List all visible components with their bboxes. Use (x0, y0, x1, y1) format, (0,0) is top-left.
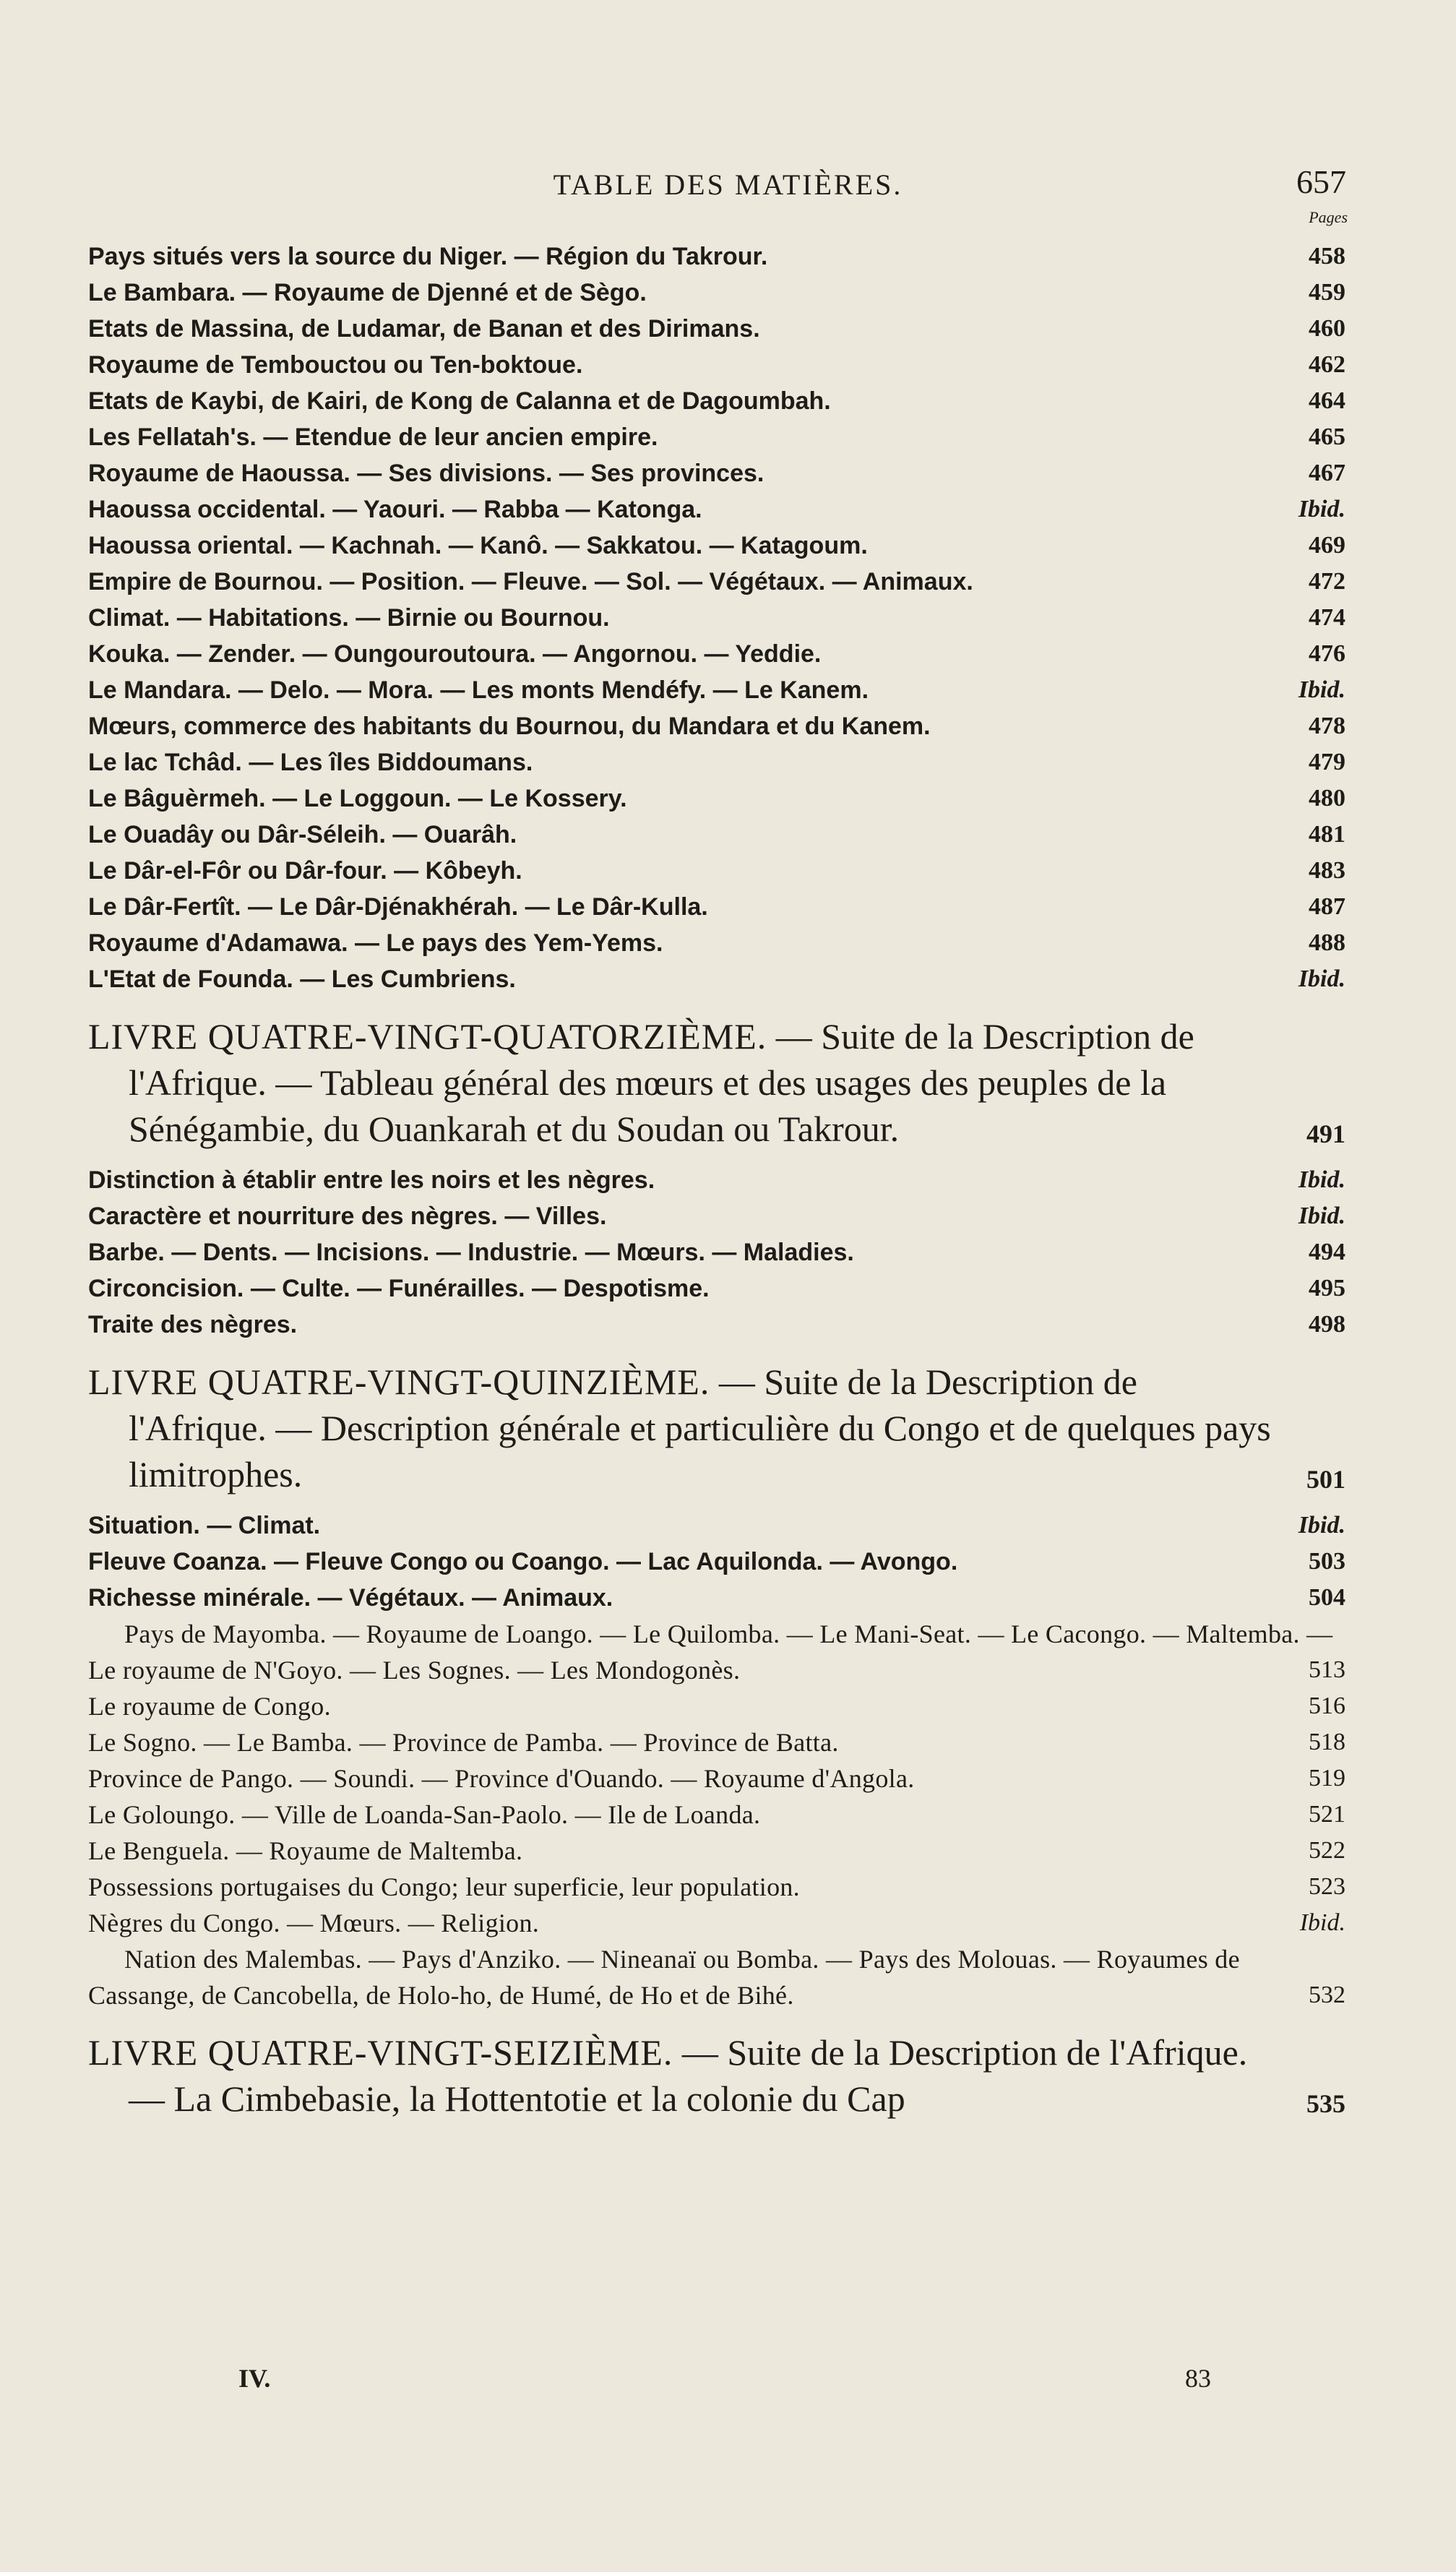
toc-entry (88, 1688, 1345, 1724)
entry-text: Distinction à établir entre les noirs et les nègres. (88, 1166, 655, 1194)
toc-entry (88, 817, 1345, 853)
toc-entry (88, 383, 1345, 419)
toc-entry (88, 1616, 1345, 1688)
entry-page: 474 (1309, 604, 1345, 631)
toc-entry (88, 275, 1345, 311)
entry-text: Nègres du Congo. — Mœurs. — Religion. (88, 1909, 540, 1937)
entries-group-94 (88, 1162, 1345, 1343)
entry-text: Fleuve Coanza. — Fleuve Congo ou Coango. — Lac Aquilonda. — Avongo. (88, 1548, 958, 1575)
entry-page: 480 (1309, 785, 1345, 812)
toc-entry (88, 853, 1345, 889)
entry-text: Le Bâguèrmeh. — Le Loggoun. — Le Kossery. (88, 785, 627, 812)
entry-text: Le Goloungo. — Ville de Loanda-San-Paolo. — Ile de Loanda. (88, 1800, 761, 1829)
page-title: TABLE DES MATIÈRES. (553, 168, 903, 201)
toc-entry (88, 1833, 1345, 1869)
toc-entry (88, 1307, 1345, 1343)
entry-text: Le Dâr-el-Fôr ou Dâr-four. — Kôbeyh. (88, 857, 522, 885)
entry-text: Haoussa occidental. — Yaouri. — Rabba — Katonga. (88, 496, 702, 523)
livre-page: 501 (1306, 1465, 1345, 1494)
livre-subtitle: — Suite de la Description de l'Afrique. — Description générale et particulière du Congo et de quelques pays limitrophes. (129, 1362, 1271, 1494)
entry-text: Le Dâr-Fertît. — Le Dâr-Djénakhérah. — Le Dâr-Kulla. (88, 893, 708, 921)
toc-entry (88, 1270, 1345, 1307)
entry-text: Royaume de Haoussa. — Ses divisions. — Ses provinces. (88, 460, 764, 487)
toc-entry (88, 925, 1345, 961)
entry-text: Le Mandara. — Delo. — Mora. — Les monts Mendéfy. — Le Kanem. (88, 676, 869, 704)
entry-page: Ibid. (1298, 676, 1345, 703)
entry-page: 479 (1309, 749, 1345, 775)
entry-text: Le Bambara. — Royaume de Djenné et de Sègo. (88, 279, 647, 306)
entry-page: 459 (1309, 279, 1345, 306)
toc-entry (88, 455, 1345, 491)
entry-page: 532 (1309, 1982, 1345, 2008)
entry-page: Ibid. (1299, 1909, 1345, 1936)
entry-page: 516 (1309, 1693, 1345, 1719)
entry-page: 519 (1309, 1765, 1345, 1792)
entry-page: 460 (1309, 315, 1345, 342)
entry-page: 458 (1309, 243, 1345, 270)
entry-page: 465 (1309, 423, 1345, 450)
entry-page: 483 (1309, 857, 1345, 884)
entry-text: Circoncision. — Culte. — Funérailles. — Despotisme. (88, 1275, 710, 1302)
toc-entry (88, 419, 1345, 455)
entry-page: 518 (1309, 1729, 1345, 1755)
entry-page: 513 (1309, 1656, 1345, 1683)
toc-entry (88, 564, 1345, 600)
entry-page: 522 (1309, 1837, 1345, 1864)
entry-page: 521 (1309, 1801, 1345, 1828)
entry-text: Royaume de Tembouctou ou Ten-boktoue. (88, 351, 583, 379)
entry-text: Pays situés vers la source du Niger. — Région du Takrour. (88, 243, 768, 270)
toc-entry (88, 528, 1345, 564)
entry-page: Ibid. (1298, 1512, 1345, 1539)
entry-page: 472 (1309, 568, 1345, 595)
entry-text: Le Benguela. — Royaume de Maltemba. (88, 1836, 523, 1865)
entry-page: 481 (1309, 821, 1345, 848)
toc-entry (88, 708, 1345, 744)
entry-page: 503 (1309, 1548, 1345, 1575)
entry-text: Traite des nègres. (88, 1311, 298, 1338)
toc-entry (88, 1760, 1345, 1797)
entries-group-93 (88, 238, 1345, 997)
toc-entry (88, 491, 1345, 528)
entry-text: Caractère et nourriture des nègres. — Villes. (88, 1203, 607, 1230)
entry-text: Etats de Massina, de Ludamar, de Banan et des Dirimans. (88, 315, 760, 343)
livre-page: 491 (1306, 1119, 1345, 1148)
toc-entry (88, 1544, 1345, 1580)
entry-page: 469 (1309, 532, 1345, 559)
entry-page: Ibid. (1298, 496, 1345, 522)
livre-heading-94 (88, 1013, 1345, 1152)
entry-text: Empire de Bournou. — Position. — Fleuve. — Sol. — Végétaux. — Animaux. (88, 568, 973, 595)
toc-entry (88, 1905, 1345, 1941)
entry-page: 478 (1309, 713, 1345, 739)
toc-entry (88, 672, 1345, 708)
toc-entry (88, 961, 1345, 997)
toc-entry (88, 238, 1345, 275)
entry-text: Le Ouadây ou Dâr-Séleih. — Ouarâh. (88, 821, 517, 848)
entry-text: Le royaume de Congo. (88, 1692, 331, 1721)
livre-heading-96 (88, 2029, 1345, 2122)
livre-subtitle: — Suite de la Description de l'Afrique. — La Cimbebasie, la Hottentotie et la colonie du Cap (129, 2032, 1248, 2119)
toc-entry (88, 1941, 1345, 2013)
toc-entry (88, 1869, 1345, 1905)
toc-entry (88, 889, 1345, 925)
entry-text: Le lac Tchâd. — Les îles Biddoumans. (88, 749, 533, 776)
entry-page: 494 (1309, 1239, 1345, 1265)
toc-entry (88, 600, 1345, 636)
entry-text: Pays de Mayomba. — Royaume de Loango. — Le Quilomba. — Le Mani-Seat. — Le Cacongo. — Maltemba. — Le royaume de N'Goyo. — Les Sognes. — Les Mondogonès. (88, 1620, 1333, 1685)
entry-page: Ibid. (1298, 1166, 1345, 1193)
entry-text: Les Fellatah's. — Etendue de leur ancien empire. (88, 423, 658, 451)
entry-text: Province de Pango. — Soundi. — Province d'Ouando. — Royaume d'Angola. (88, 1764, 915, 1793)
livre-title: LIVRE QUATRE-VINGT-QUINZIÈME. (88, 1362, 710, 1402)
entry-page: 462 (1309, 351, 1345, 378)
entry-text: Haoussa oriental. — Kachnah. — Kanô. — Sakkatou. — Katagoum. (88, 532, 868, 559)
entry-text: Richesse minérale. — Végétaux. — Animaux. (88, 1584, 613, 1612)
entry-text: Kouka. — Zender. — Oungouroutoura. — Angornou. — Yeddie. (88, 640, 822, 668)
table-of-contents (88, 238, 1345, 2132)
toc-entry (88, 744, 1345, 780)
livre-subtitle: — Suite de la Description de l'Afrique. — Tableau général des mœurs et des usages des peuples de la Sénégambie, du Ouankarah et du Soudan ou Takrour. (129, 1016, 1194, 1149)
entry-text: Barbe. — Dents. — Incisions. — Industrie. — Mœurs. — Maladies. (88, 1239, 854, 1266)
toc-entry (88, 1198, 1345, 1234)
toc-entry (88, 1507, 1345, 1544)
livre-page: 535 (1306, 2089, 1345, 2118)
livre-heading-text (88, 1359, 1278, 1497)
page-number: 657 (1296, 163, 1346, 200)
toc-entry (88, 636, 1345, 672)
livre-title: LIVRE QUATRE-VINGT-QUATORZIÈME. (88, 1016, 767, 1057)
toc-entry (88, 1580, 1345, 1616)
toc-entry (88, 1234, 1345, 1270)
entry-page: 495 (1309, 1275, 1345, 1302)
toc-entry (88, 1797, 1345, 1833)
toc-entry (88, 780, 1345, 817)
entry-text: Mœurs, commerce des habitants du Bournou, du Mandara et du Kanem. (88, 713, 931, 740)
entry-page: 488 (1309, 929, 1345, 956)
entry-text: Nation des Malembas. — Pays d'Anziko. — Nineanaï ou Bomba. — Pays des Molouas. — Royaumes de Cassange, de Cancobella, de Holo-ho, de Humé, de Ho et de Bihé. (88, 1945, 1240, 2010)
entry-text: L'Etat de Founda. — Les Cumbriens. (88, 965, 516, 993)
livre-heading-text (88, 2029, 1278, 2122)
entry-page: Ibid. (1298, 965, 1345, 992)
sheet-number: 83 (1185, 2364, 1211, 2393)
toc-entry (88, 311, 1345, 347)
entry-text: Climat. — Habitations. — Birnie ou Bournou. (88, 604, 610, 632)
signature-mark: IV. (238, 2364, 271, 2393)
entry-text: Royaume d'Adamawa. — Le pays des Yem-Yems. (88, 929, 663, 957)
livre-heading-text (88, 1013, 1278, 1152)
entry-page: 498 (1309, 1311, 1345, 1338)
toc-entry (88, 347, 1345, 383)
toc-entry (88, 1724, 1345, 1760)
entry-text: Possessions portugaises du Congo; leur superficie, leur population. (88, 1872, 800, 1901)
entry-page: 523 (1309, 1873, 1345, 1900)
pages-column-label: Pages (1309, 208, 1348, 226)
entry-text: Situation. — Climat. (88, 1512, 321, 1539)
entry-page: 504 (1309, 1584, 1345, 1611)
livre-title: LIVRE QUATRE-VINGT-SEIZIÈME. (88, 2032, 673, 2073)
entry-page: 476 (1309, 640, 1345, 667)
entries-group-95 (88, 1507, 1345, 2013)
entry-text: Le Sogno. — Le Bamba. — Province de Pamba. — Province de Batta. (88, 1728, 839, 1757)
toc-entry (88, 1162, 1345, 1198)
entry-page: 467 (1309, 460, 1345, 486)
entry-page: 464 (1309, 387, 1345, 414)
entry-text: Etats de Kaybi, de Kairi, de Kong de Calanna et de Dagoumbah. (88, 387, 831, 415)
entry-page: 487 (1309, 893, 1345, 920)
livre-heading-95 (88, 1359, 1345, 1497)
entry-page: Ibid. (1298, 1203, 1345, 1229)
